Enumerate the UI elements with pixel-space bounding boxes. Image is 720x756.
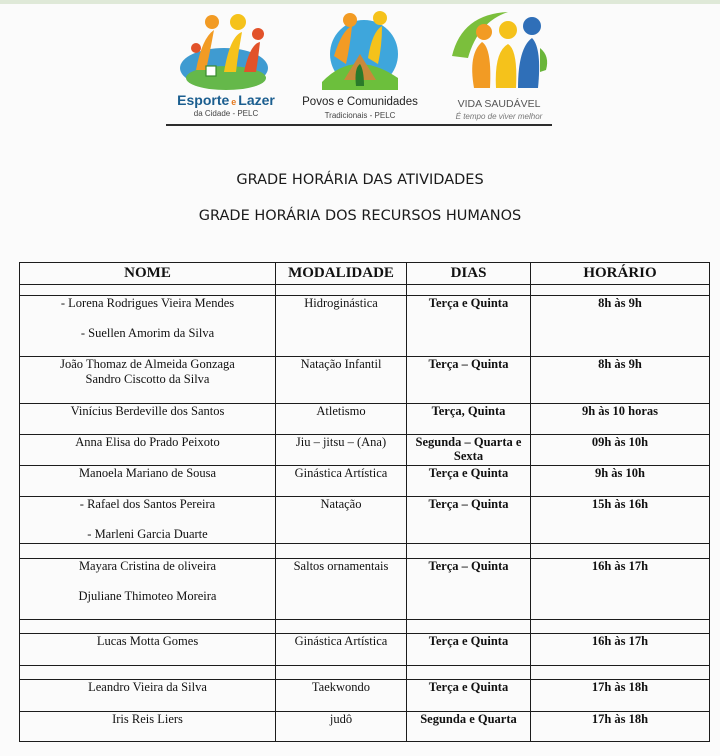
- vida-logo: [438, 8, 560, 126]
- cell-dias: Segunda e Quarta: [407, 712, 531, 742]
- person-name: Iris Reis Liers: [112, 712, 183, 726]
- pelc-title-2: Lazer: [238, 92, 275, 108]
- pelc-logo: [166, 8, 286, 126]
- cell-modalidade: Natação Infantil: [276, 357, 407, 404]
- col-header-nome: NOME: [20, 263, 276, 285]
- pelc-title-1: Esporte: [177, 92, 230, 108]
- cell-dias: Terça e Quinta: [407, 296, 531, 357]
- cell-nome: [20, 296, 276, 357]
- cell-nome: [20, 435, 276, 466]
- table-row: [20, 497, 710, 544]
- person-name: - Marleni Garcia Duarte: [87, 527, 208, 541]
- cell-modalidade: Taekwondo: [276, 680, 407, 712]
- logo-divider: [166, 124, 552, 126]
- heading-atividades: GRADE HORÁRIA DAS ATIVIDADES: [236, 172, 484, 188]
- logo-banner: [166, 8, 562, 126]
- table-row: [20, 712, 710, 742]
- cell-dias: Terça e Quinta: [407, 634, 531, 666]
- table-row: [20, 404, 710, 435]
- cell-horario: 16h às 17h: [531, 634, 710, 666]
- vida-subtitle: É tempo de viver melhor: [455, 112, 543, 121]
- spacer-row: [20, 544, 710, 559]
- page-headings: [0, 168, 720, 240]
- person-name: João Thomaz de Almeida Gonzaga: [60, 357, 235, 371]
- cell-modalidade: Jiu – jitsu – (Ana): [276, 435, 407, 466]
- person-name: Manoela Mariano de Sousa: [78, 466, 217, 480]
- cell-horario: 15h às 16h: [531, 497, 710, 544]
- cell-horario: 9h às 10h: [531, 466, 710, 497]
- col-header-modalidade: MODALIDADE: [276, 263, 407, 285]
- cell-dias: Terça e Quinta: [407, 680, 531, 712]
- table-row: [20, 559, 710, 620]
- cell-nome: [20, 404, 276, 435]
- person-name: Lucas Motta Gomes: [96, 634, 199, 648]
- cell-horario: 17h às 18h: [531, 712, 710, 742]
- table-row: [20, 296, 710, 357]
- cell-dias: Terça, Quinta: [407, 404, 531, 435]
- top-border: [0, 0, 720, 4]
- person-name: - Lorena Rodrigues Vieira Mendes: [60, 296, 235, 310]
- spacer-row: [20, 285, 710, 296]
- col-header-horario: HORÁRIO: [531, 263, 710, 285]
- pelc-subtitle: da Cidade - PELC: [193, 109, 259, 118]
- table-header-row: [20, 263, 710, 285]
- person-name: - Suellen Amorim da Silva: [80, 326, 215, 340]
- table-row: [20, 435, 710, 466]
- person-name: Leandro Vieira da Silva: [88, 680, 207, 694]
- person-name: - Rafael dos Santos Pereira: [79, 497, 216, 511]
- person-name: Djuliane Thimoteo Moreira: [78, 589, 217, 603]
- cell-dias: Terça – Quinta: [407, 357, 531, 404]
- table-row: [20, 680, 710, 712]
- pelc-figures-icon: [166, 8, 286, 90]
- cell-horario: 8h às 9h: [531, 296, 710, 357]
- cell-nome: [20, 712, 276, 742]
- cell-horario: 16h às 17h: [531, 559, 710, 620]
- person-name: Mayara Cristina de oliveira: [78, 559, 217, 573]
- povos-title: Povos e Comunidades: [302, 96, 418, 108]
- cell-nome: [20, 497, 276, 544]
- person-name: Anna Elisa do Prado Peixoto: [75, 435, 220, 449]
- table-row: [20, 466, 710, 497]
- person-name: Vinícius Berdeville dos Santos: [70, 404, 225, 418]
- cell-horario: 09h às 10h: [531, 435, 710, 466]
- schedule-table: [19, 262, 710, 742]
- cell-nome: [20, 357, 276, 404]
- col-header-dias: DIAS: [407, 263, 531, 285]
- cell-dias: Terça – Quinta: [407, 559, 531, 620]
- vida-figures-icon: [438, 8, 560, 92]
- cell-dias: Terça – Quinta: [407, 497, 531, 544]
- cell-nome: [20, 680, 276, 712]
- cell-modalidade: Ginástica Artística: [276, 634, 407, 666]
- cell-modalidade: Ginástica Artística: [276, 466, 407, 497]
- povos-subtitle: Tradicionais - PELC: [324, 111, 396, 120]
- cell-horario: 8h às 9h: [531, 357, 710, 404]
- povos-logo: [294, 8, 426, 126]
- heading-recursos-humanos: GRADE HORÁRIA DOS RECURSOS HUMANOS: [198, 208, 522, 224]
- cell-horario: 17h às 18h: [531, 680, 710, 712]
- cell-horario: 9h às 10 horas: [531, 404, 710, 435]
- povos-figures-icon: [294, 8, 426, 94]
- cell-nome: [20, 634, 276, 666]
- cell-modalidade: judô: [276, 712, 407, 742]
- table-row: [20, 357, 710, 404]
- spacer-row: [20, 666, 710, 680]
- table-row: [20, 634, 710, 666]
- cell-modalidade: Natação: [276, 497, 407, 544]
- spacer-row: [20, 620, 710, 634]
- vida-title: VIDA SAUDÁVEL: [457, 98, 541, 110]
- cell-dias: Segunda – Quarta e Sexta: [407, 435, 531, 466]
- cell-modalidade: Hidroginástica: [276, 296, 407, 357]
- cell-nome: [20, 559, 276, 620]
- cell-modalidade: Atletismo: [276, 404, 407, 435]
- cell-modalidade: Saltos ornamentais: [276, 559, 407, 620]
- person-name: Sandro Ciscotto da Silva: [85, 372, 210, 386]
- pelc-title-e: e: [231, 97, 237, 107]
- cell-nome: [20, 466, 276, 497]
- cell-dias: Terça e Quinta: [407, 466, 531, 497]
